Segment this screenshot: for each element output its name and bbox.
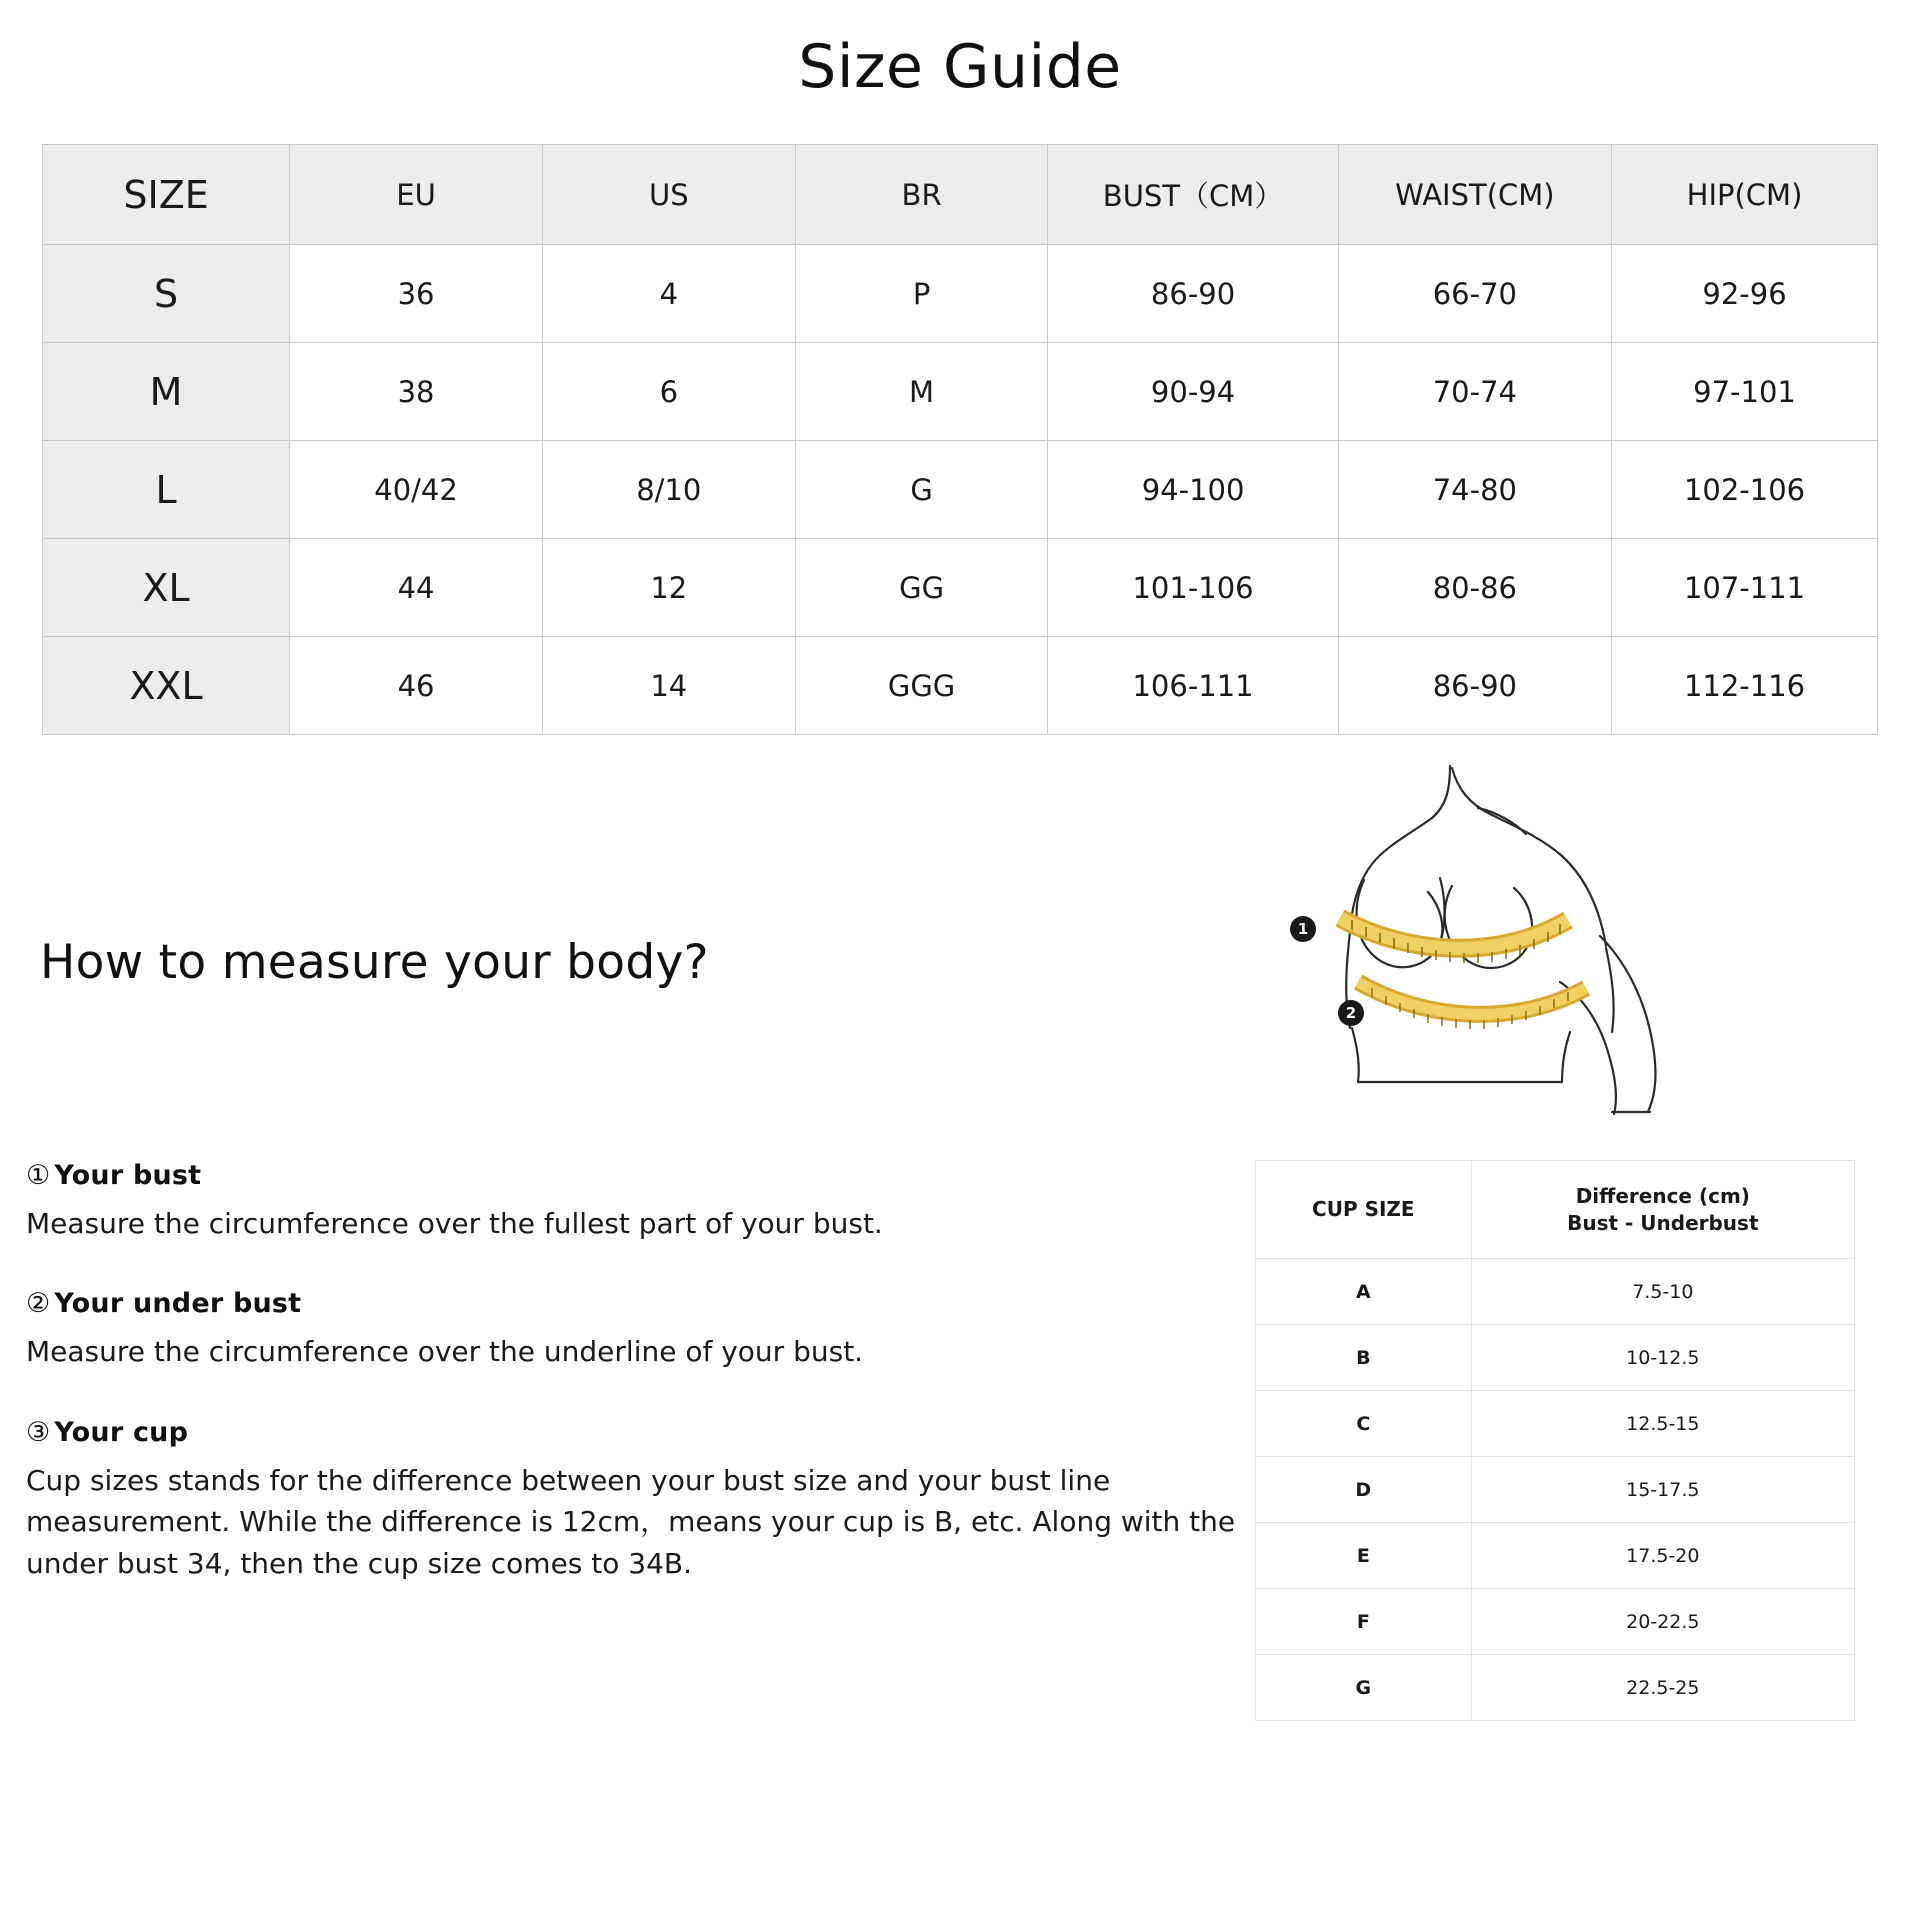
cup-cell-size: C	[1256, 1391, 1472, 1457]
cup-header-line-2: Bust - Underbust	[1567, 1210, 1759, 1235]
cell-hip: 102-106	[1612, 441, 1878, 539]
cell-hip: 112-116	[1612, 637, 1878, 735]
instruction-title	[26, 1417, 1296, 1448]
cell-br: M	[795, 343, 1048, 441]
cell-waist: 80-86	[1338, 539, 1611, 637]
instruction-body: Cup sizes stands for the difference between your bust size and your bust line measurement. While the difference is 12cm，means your cup is B, etc. Along with the under bust 34, then the cup size comes to 34B.	[26, 1463, 1236, 1580]
cup-table-header-row	[1256, 1161, 1855, 1259]
tape-measure-underbust-icon	[1358, 982, 1586, 1029]
cell-bust: 90-94	[1048, 343, 1338, 441]
torso-figure-icon	[1300, 760, 1720, 1180]
column-header-hip: HIP(CM)	[1612, 145, 1878, 245]
table-header-row	[43, 145, 1878, 245]
cell-bust: 86-90	[1048, 245, 1338, 343]
cup-cell-size: E	[1256, 1523, 1472, 1589]
table-row	[43, 637, 1878, 735]
cup-header-line-1: Difference (cm)	[1575, 1183, 1750, 1208]
cup-table-row	[1256, 1589, 1855, 1655]
cup-table-row	[1256, 1391, 1855, 1457]
cup-cell-size: F	[1256, 1589, 1472, 1655]
instruction-body: Measure the circumference over the fullest part of your bust.	[26, 1207, 883, 1240]
cup-cell-difference: 10-12.5	[1471, 1325, 1854, 1391]
cup-cell-difference: 20-22.5	[1471, 1589, 1854, 1655]
cell-hip: 97-101	[1612, 343, 1878, 441]
table-row	[43, 441, 1878, 539]
marker-bust: 1	[1290, 916, 1316, 942]
instruction-title	[26, 1288, 1296, 1319]
cup-size-table-container	[1255, 1160, 1855, 1721]
cell-us: 6	[542, 343, 795, 441]
cell-size: S	[43, 245, 290, 343]
cell-eu: 38	[290, 343, 543, 441]
instruction-body: Measure the circumference over the underline of your bust.	[26, 1335, 864, 1369]
cup-table-row	[1256, 1655, 1855, 1721]
column-header-br: BR	[795, 145, 1048, 245]
instruction-step-under-bust	[26, 1288, 1296, 1372]
column-header-size: SIZE	[43, 145, 290, 245]
how-to-measure-heading: How to measure your body?	[40, 935, 709, 990]
instruction-label: Your under bust	[54, 1288, 302, 1320]
cup-table-row	[1256, 1259, 1855, 1325]
table-row	[43, 539, 1878, 637]
cup-size-table	[1255, 1160, 1855, 1721]
cell-br: GG	[795, 539, 1048, 637]
cell-eu: 46	[290, 637, 543, 735]
instruction-number: ②	[26, 1288, 51, 1320]
cell-size: XXL	[43, 637, 290, 735]
cell-waist: 70-74	[1338, 343, 1611, 441]
instruction-step-bust	[26, 1160, 1296, 1244]
cup-cell-size: B	[1256, 1325, 1472, 1391]
cell-waist: 74-80	[1338, 441, 1611, 539]
instruction-number: ③	[26, 1416, 51, 1448]
cell-us: 12	[542, 539, 795, 637]
cell-hip: 107-111	[1612, 539, 1878, 637]
instruction-label: Your cup	[54, 1416, 189, 1448]
instruction-title	[26, 1160, 1296, 1191]
cell-bust: 101-106	[1048, 539, 1338, 637]
instruction-step-cup	[26, 1417, 1296, 1584]
column-header-eu: EU	[290, 145, 543, 245]
cup-table-row	[1256, 1457, 1855, 1523]
cup-column-header-size: CUP SIZE	[1256, 1161, 1472, 1259]
marker-underbust: 2	[1338, 1000, 1364, 1026]
cup-table-row	[1256, 1523, 1855, 1589]
cell-waist: 86-90	[1338, 637, 1611, 735]
cell-waist: 66-70	[1338, 245, 1611, 343]
column-header-waist: WAIST(CM)	[1338, 145, 1611, 245]
table-row	[43, 245, 1878, 343]
cell-br: GGG	[795, 637, 1048, 735]
cup-cell-size: G	[1256, 1655, 1472, 1721]
size-table	[42, 144, 1878, 735]
page-title: Size Guide	[798, 32, 1122, 102]
cell-us: 4	[542, 245, 795, 343]
cell-bust: 106-111	[1048, 637, 1338, 735]
cup-cell-difference: 22.5-25	[1471, 1655, 1854, 1721]
cell-us: 8/10	[542, 441, 795, 539]
cell-eu: 40/42	[290, 441, 543, 539]
cell-size: L	[43, 441, 290, 539]
instruction-label: Your bust	[54, 1160, 202, 1191]
cell-eu: 36	[290, 245, 543, 343]
cell-eu: 44	[290, 539, 543, 637]
cup-column-header-difference	[1471, 1161, 1854, 1259]
cup-table-row	[1256, 1325, 1855, 1391]
cell-br: G	[795, 441, 1048, 539]
cup-cell-difference: 7.5-10	[1471, 1259, 1854, 1325]
cup-cell-size: A	[1256, 1259, 1472, 1325]
instructions-list	[26, 1160, 1296, 1628]
instruction-number: ①	[26, 1160, 51, 1191]
cell-hip: 92-96	[1612, 245, 1878, 343]
size-table-container	[42, 144, 1878, 735]
cup-cell-difference: 17.5-20	[1471, 1523, 1854, 1589]
body-measurement-illustration	[1297, 760, 1720, 1180]
cell-size: M	[43, 343, 290, 441]
column-header-us: US	[542, 145, 795, 245]
cell-size: XL	[43, 539, 290, 637]
cup-cell-size: D	[1256, 1457, 1472, 1523]
cup-cell-difference: 15-17.5	[1471, 1457, 1854, 1523]
cell-us: 14	[542, 637, 795, 735]
column-header-bust: BUST（CM）	[1048, 145, 1338, 245]
cell-bust: 94-100	[1048, 441, 1338, 539]
cup-cell-difference: 12.5-15	[1471, 1391, 1854, 1457]
cell-br: P	[795, 245, 1048, 343]
table-row	[43, 343, 1878, 441]
